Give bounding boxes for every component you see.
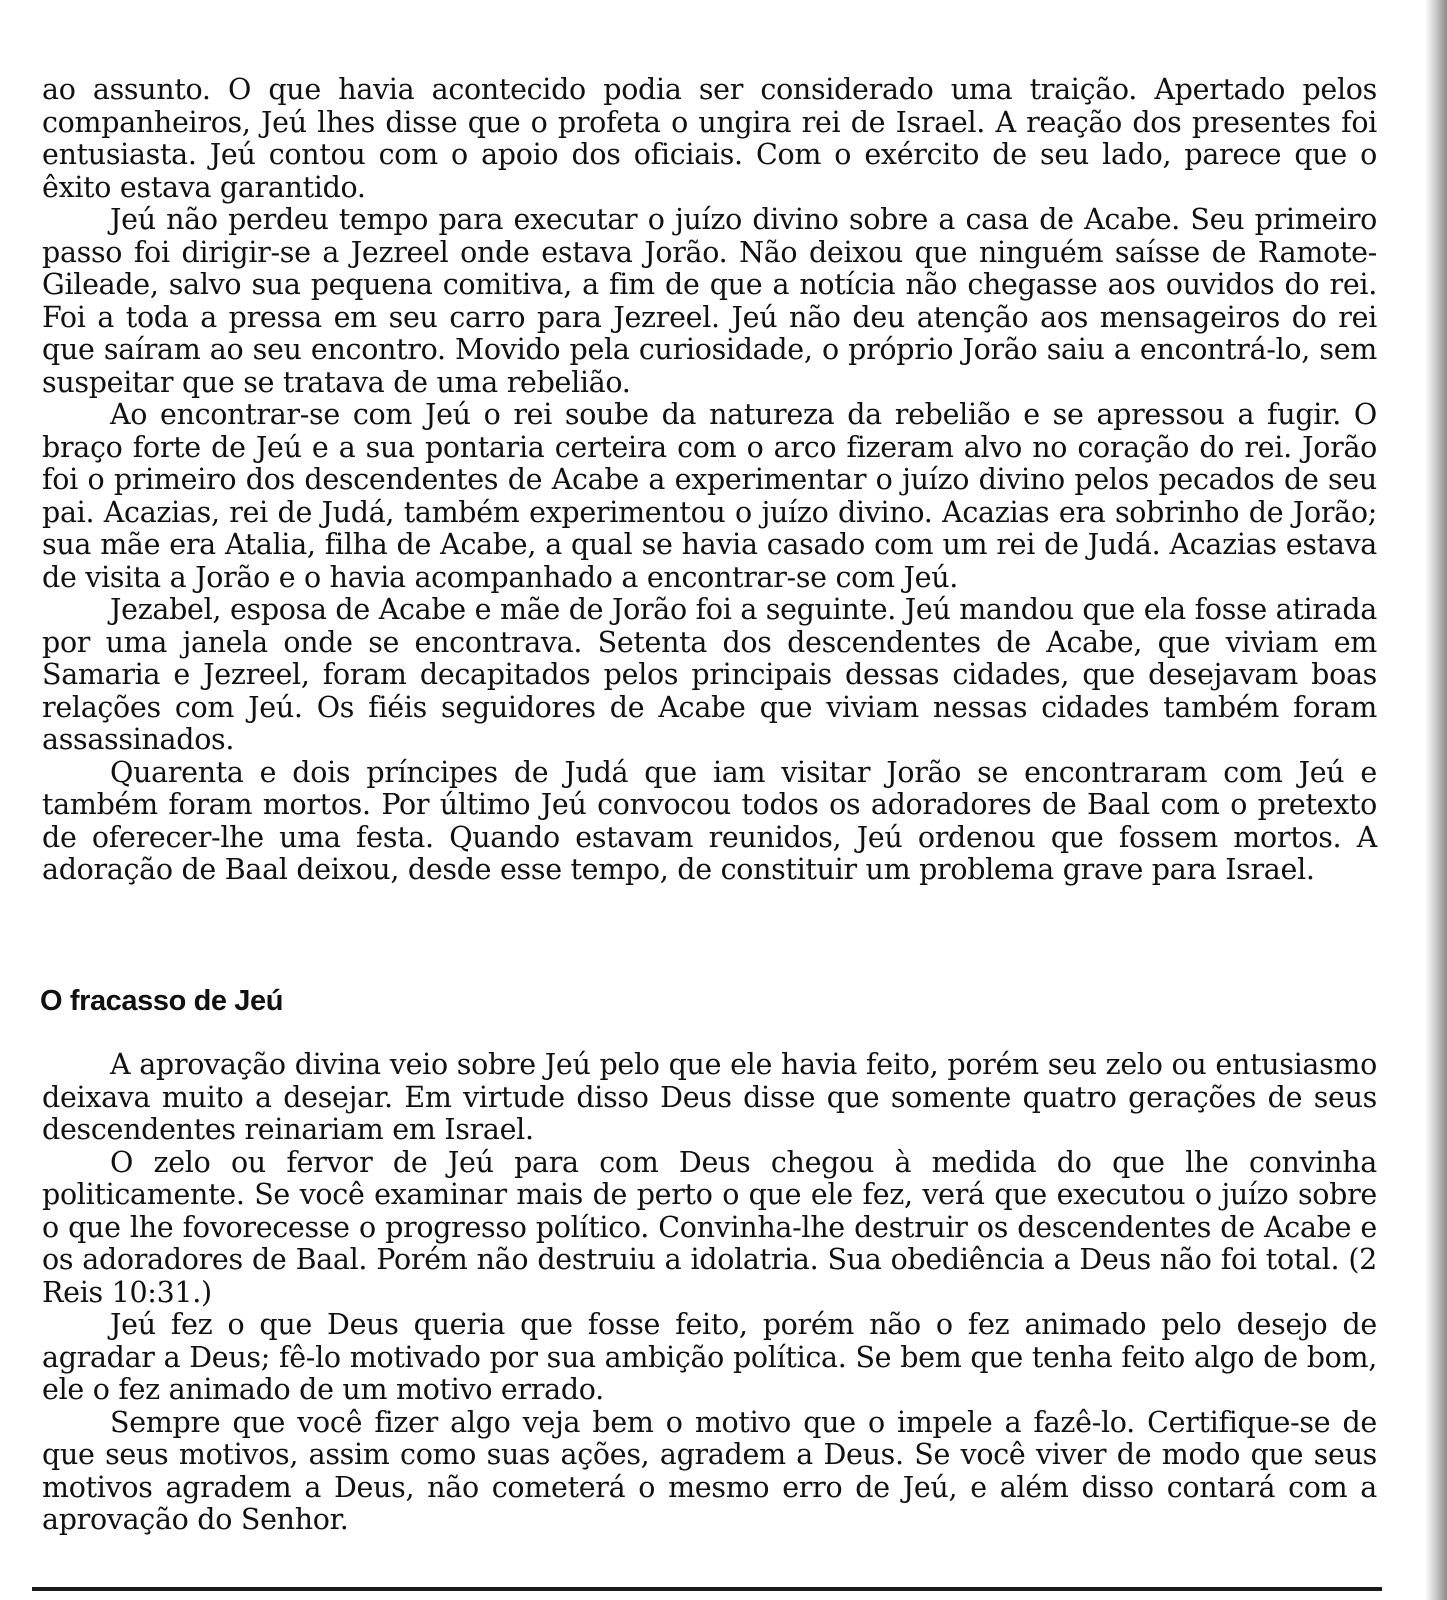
body-text-top bbox=[42, 74, 1377, 887]
paragraph: Jezabel, esposa de Acabe e mãe de Jorão foi a seguinte. Jeú mandou que ela fosse atirada por uma janela onde se encontrava. Setenta dos descendentes de Acabe, que viviam em Samaria e Jezreel, foram decapitados pelos principais dessas cidades, que desejavam boas relações com Jeú. Os fiéis seguidores de Acabe que viviam nessas cidades também foram assassinados. bbox=[42, 593, 1377, 756]
paragraph: Jeú não perdeu tempo para executar o juízo divino sobre a casa de Acabe. Seu primeiro passo foi dirigir-se a Jezreel onde estava Jorão. Não deixou que ninguém saísse de Ramote-Gileade, salvo sua pequena comitiva, a fim de que a notícia não chegasse aos ouvidos do rei. Foi a toda a pressa em seu carro para Jezreel. Jeú não deu atenção aos mensageiros do rei que saíram ao seu encontro. Movido pela curiosidade, o próprio Jorão saiu a encontrá-lo, sem suspeitar que se tratava de uma rebelião. bbox=[42, 203, 1377, 399]
paragraph-continued: ao assunto. O que havia acontecido podia ser considerado uma traição. Apertado pelos companheiros, Jeú lhes disse que o profeta o ungira rei de Israel. A reação dos presentes foi entusiasta. Jeú contou com o apoio dos oficiais. Com o exército de seu lado, parece que o êxito estava garantido. bbox=[42, 73, 1377, 204]
paragraph: A aprovação divina veio sobre Jeú pelo que ele havia feito, porém seu zelo ou entusiasmo deixava muito a desejar. Em virtude disso Deus disse que somente quatro gerações de seus descendentes reinariam em Israel. bbox=[42, 1048, 1377, 1146]
body-text-bottom bbox=[42, 1049, 1377, 1537]
paragraph: Jeú fez o que Deus queria que fosse feito, porém não o fez animado pelo desejo de agradar a Deus; fê-lo motivado por sua ambição política. Se bem que tenha feito algo de bom, ele o fez animado de um motivo errado. bbox=[42, 1308, 1377, 1406]
page-edge-shadow bbox=[1425, 0, 1447, 1600]
paragraph: O zelo ou fervor de Jeú para com Deus chegou à medida do que lhe convinha politicamente. Se você examinar mais de perto o que ele fez, verá que executou o juízo sobre o que lhe fovorecesse o progresso político. Convinha-lhe destruir os descendentes de Acabe e os adoradores de Baal. Porém não destruiu a idolatria. Sua obediência a Deus não foi total. (2 Reis 10:31.) bbox=[42, 1145, 1377, 1309]
paragraph: Sempre que você fizer algo veja bem o motivo que o impele a fazê-lo. Certifique-se de que seus motivos, assim como suas ações, agradem a Deus. Se você viver de modo que seus motivos agradem a Deus, não cometerá o mesmo erro de Jeú, e além disso contará com a aprovação do Senhor. bbox=[42, 1405, 1377, 1536]
paragraph: Ao encontrar-se com Jeú o rei soube da natureza da rebelião e se apressou a fugir. O braço forte de Jeú e a sua pontaria certeira com o arco fizeram alvo no coração do rei. Jorão foi o primeiro dos descendentes de Acabe a experimentar o juízo divino pelos pecados de seu pai. Acazias, rei de Judá, também experimentou o juízo divino. Acazias era sobrinho de Jorão; sua mãe era Atalia, filha de Acabe, a qual se havia casado com um rei de Judá. Acazias estava de visita a Jorão e o havia acompanhado a encontrar-se com Jeú. bbox=[42, 398, 1377, 594]
paragraph: Quarenta e dois príncipes de Judá que iam visitar Jorão se encontraram com Jeú e também foram mortos. Por último Jeú convocou todos os adoradores de Baal com o pretexto de oferecer-lhe uma festa. Quando estavam reunidos, Jeú ordenou que fossem mortos. A adoração de Baal deixou, desde esse tempo, de constituir um problema grave para Israel. bbox=[42, 755, 1377, 886]
section-heading: O fracasso de Jeú bbox=[40, 985, 284, 1017]
bottom-divider bbox=[32, 1587, 1382, 1591]
